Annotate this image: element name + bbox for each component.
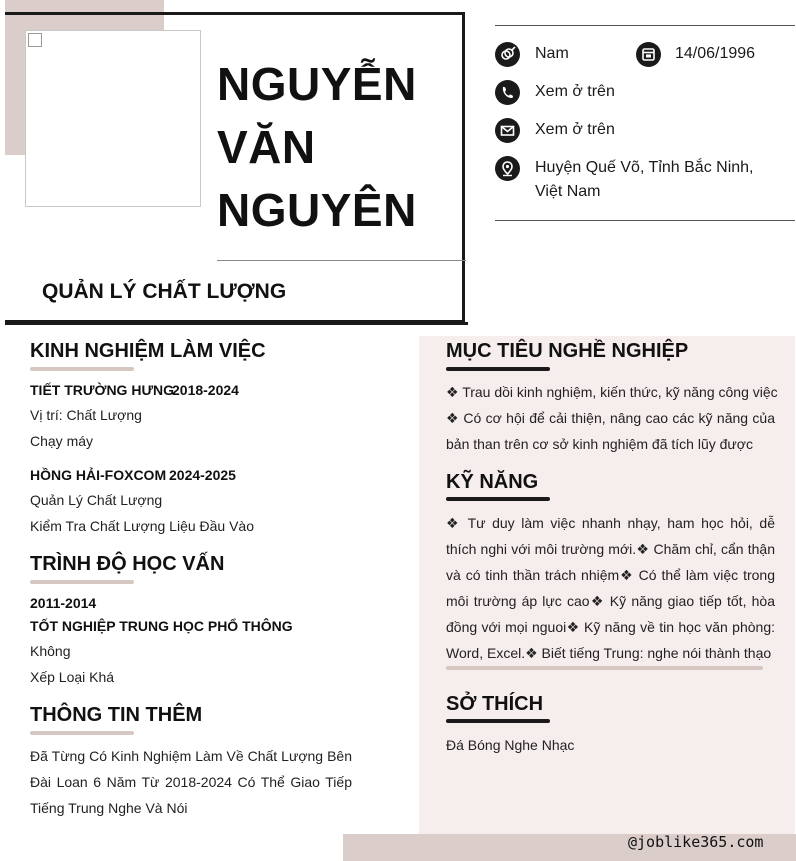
- calendar-icon: [636, 42, 661, 67]
- email-icon: [495, 118, 520, 143]
- education-years: 2011-2014: [30, 595, 97, 611]
- phone-icon: [495, 80, 520, 105]
- education-title: TRÌNH ĐỘ HỌC VẤN: [30, 553, 225, 575]
- extra-title: THÔNG TIN THÊM: [30, 704, 203, 726]
- skills-text: ❖ Tư duy làm việc nhanh nhạy, ham học hỏi, dễ thích nghi với môi trường mới.❖ Chăm chỉ, cẩn thận và có tinh thần trách nhiệm❖ Có thể làm việc trong môi trường áp lực cao❖ Kỹ năng giao tiếp tốt, hòa đồng với mọi nguoi❖ Kỹ năng về tin học văn phòng: Word, Excel.❖ Biết tiếng Trung: nghe nói thành thạo: [446, 515, 775, 661]
- skills-title: KỸ NĂNG: [446, 471, 539, 493]
- profile-photo: [25, 30, 201, 207]
- gender-value: Nam: [535, 45, 569, 62]
- name-line-3: NGUYÊN: [217, 184, 417, 236]
- address-line-2: Việt Nam: [535, 183, 601, 200]
- name-line-1: NGUYỄN: [217, 58, 417, 110]
- objective-text: ❖ Có cơ hội để cải thiện, nâng cao các kỹ năng của bản than trên cơ sở kinh nghiệm đã tích lũy được: [446, 410, 775, 452]
- contact-top-rule: [495, 25, 795, 26]
- education-detail-2: Xếp Loại Khá: [30, 669, 115, 685]
- education-detail-1: Không: [30, 643, 71, 659]
- gender-icon: [495, 42, 520, 67]
- hobbies-title: SỞ THÍCH: [446, 693, 544, 715]
- experience-company-1: TIẾT TRƯỜNG HƯNG: [30, 382, 175, 398]
- objective-title: MỤC TIÊU NGHỀ NGHIỆP: [446, 340, 689, 362]
- experience-title: KINH NGHIỆM LÀM VIỆC: [30, 340, 266, 362]
- hobbies-underline: [446, 719, 550, 723]
- header-frame-bottom: [5, 322, 468, 325]
- job-title: QUẢN LÝ CHẤT LƯỢNG: [42, 280, 287, 303]
- experience-detail-2b: Kiểm Tra Chất Lượng Liệu Đầu Vào: [30, 518, 255, 534]
- skills-underline: [446, 497, 550, 501]
- experience-company-2: HỒNG HẢI-FOXCOM: [30, 467, 167, 483]
- education-degree: TỐT NGHIỆP TRUNG HỌC PHỔ THÔNG: [30, 618, 293, 634]
- location-icon: [495, 156, 520, 181]
- birthdate-value: 14/06/1996: [675, 45, 756, 62]
- contact-bottom-rule: [495, 220, 795, 221]
- broken-image-icon: [28, 33, 42, 47]
- watermark: @joblike365.com: [628, 833, 764, 851]
- skills-divider: [446, 666, 763, 670]
- experience-years-2: 2024-2025: [169, 467, 236, 483]
- extra-text: Đã Từng Có Kinh Nghiệm Làm Về Chất Lượng Bên Đài Loan 6 Năm Từ 2018-2024 Có Thể Giao Tiếp Tiếng Trung Nghe Và Nói: [30, 748, 352, 816]
- address-line-1: Huyện Quế Võ, Tỉnh Bắc Ninh,: [535, 159, 754, 176]
- experience-underline: [30, 367, 134, 371]
- name-line-2: VĂN: [217, 121, 316, 173]
- extra-underline: [30, 731, 134, 735]
- objective-line-1: ❖ Trau dồi kinh nghiệm, kiến thức, kỹ năng công việc: [446, 384, 778, 400]
- experience-detail-1b: Chạy máy: [30, 433, 94, 449]
- hobbies-text: Đá Bóng Nghe Nhạc: [446, 737, 575, 753]
- email-value: Xem ở trên: [535, 121, 615, 138]
- education-underline: [30, 580, 134, 584]
- objective-underline: [446, 367, 550, 371]
- experience-detail-2a: Quản Lý Chất Lượng: [30, 492, 163, 508]
- phone-value: Xem ở trên: [535, 83, 615, 100]
- name-divider: [217, 260, 466, 261]
- experience-years-1: 2018-2024: [172, 382, 239, 398]
- experience-detail-1a: Vị trí: Chất Lượng: [30, 407, 142, 423]
